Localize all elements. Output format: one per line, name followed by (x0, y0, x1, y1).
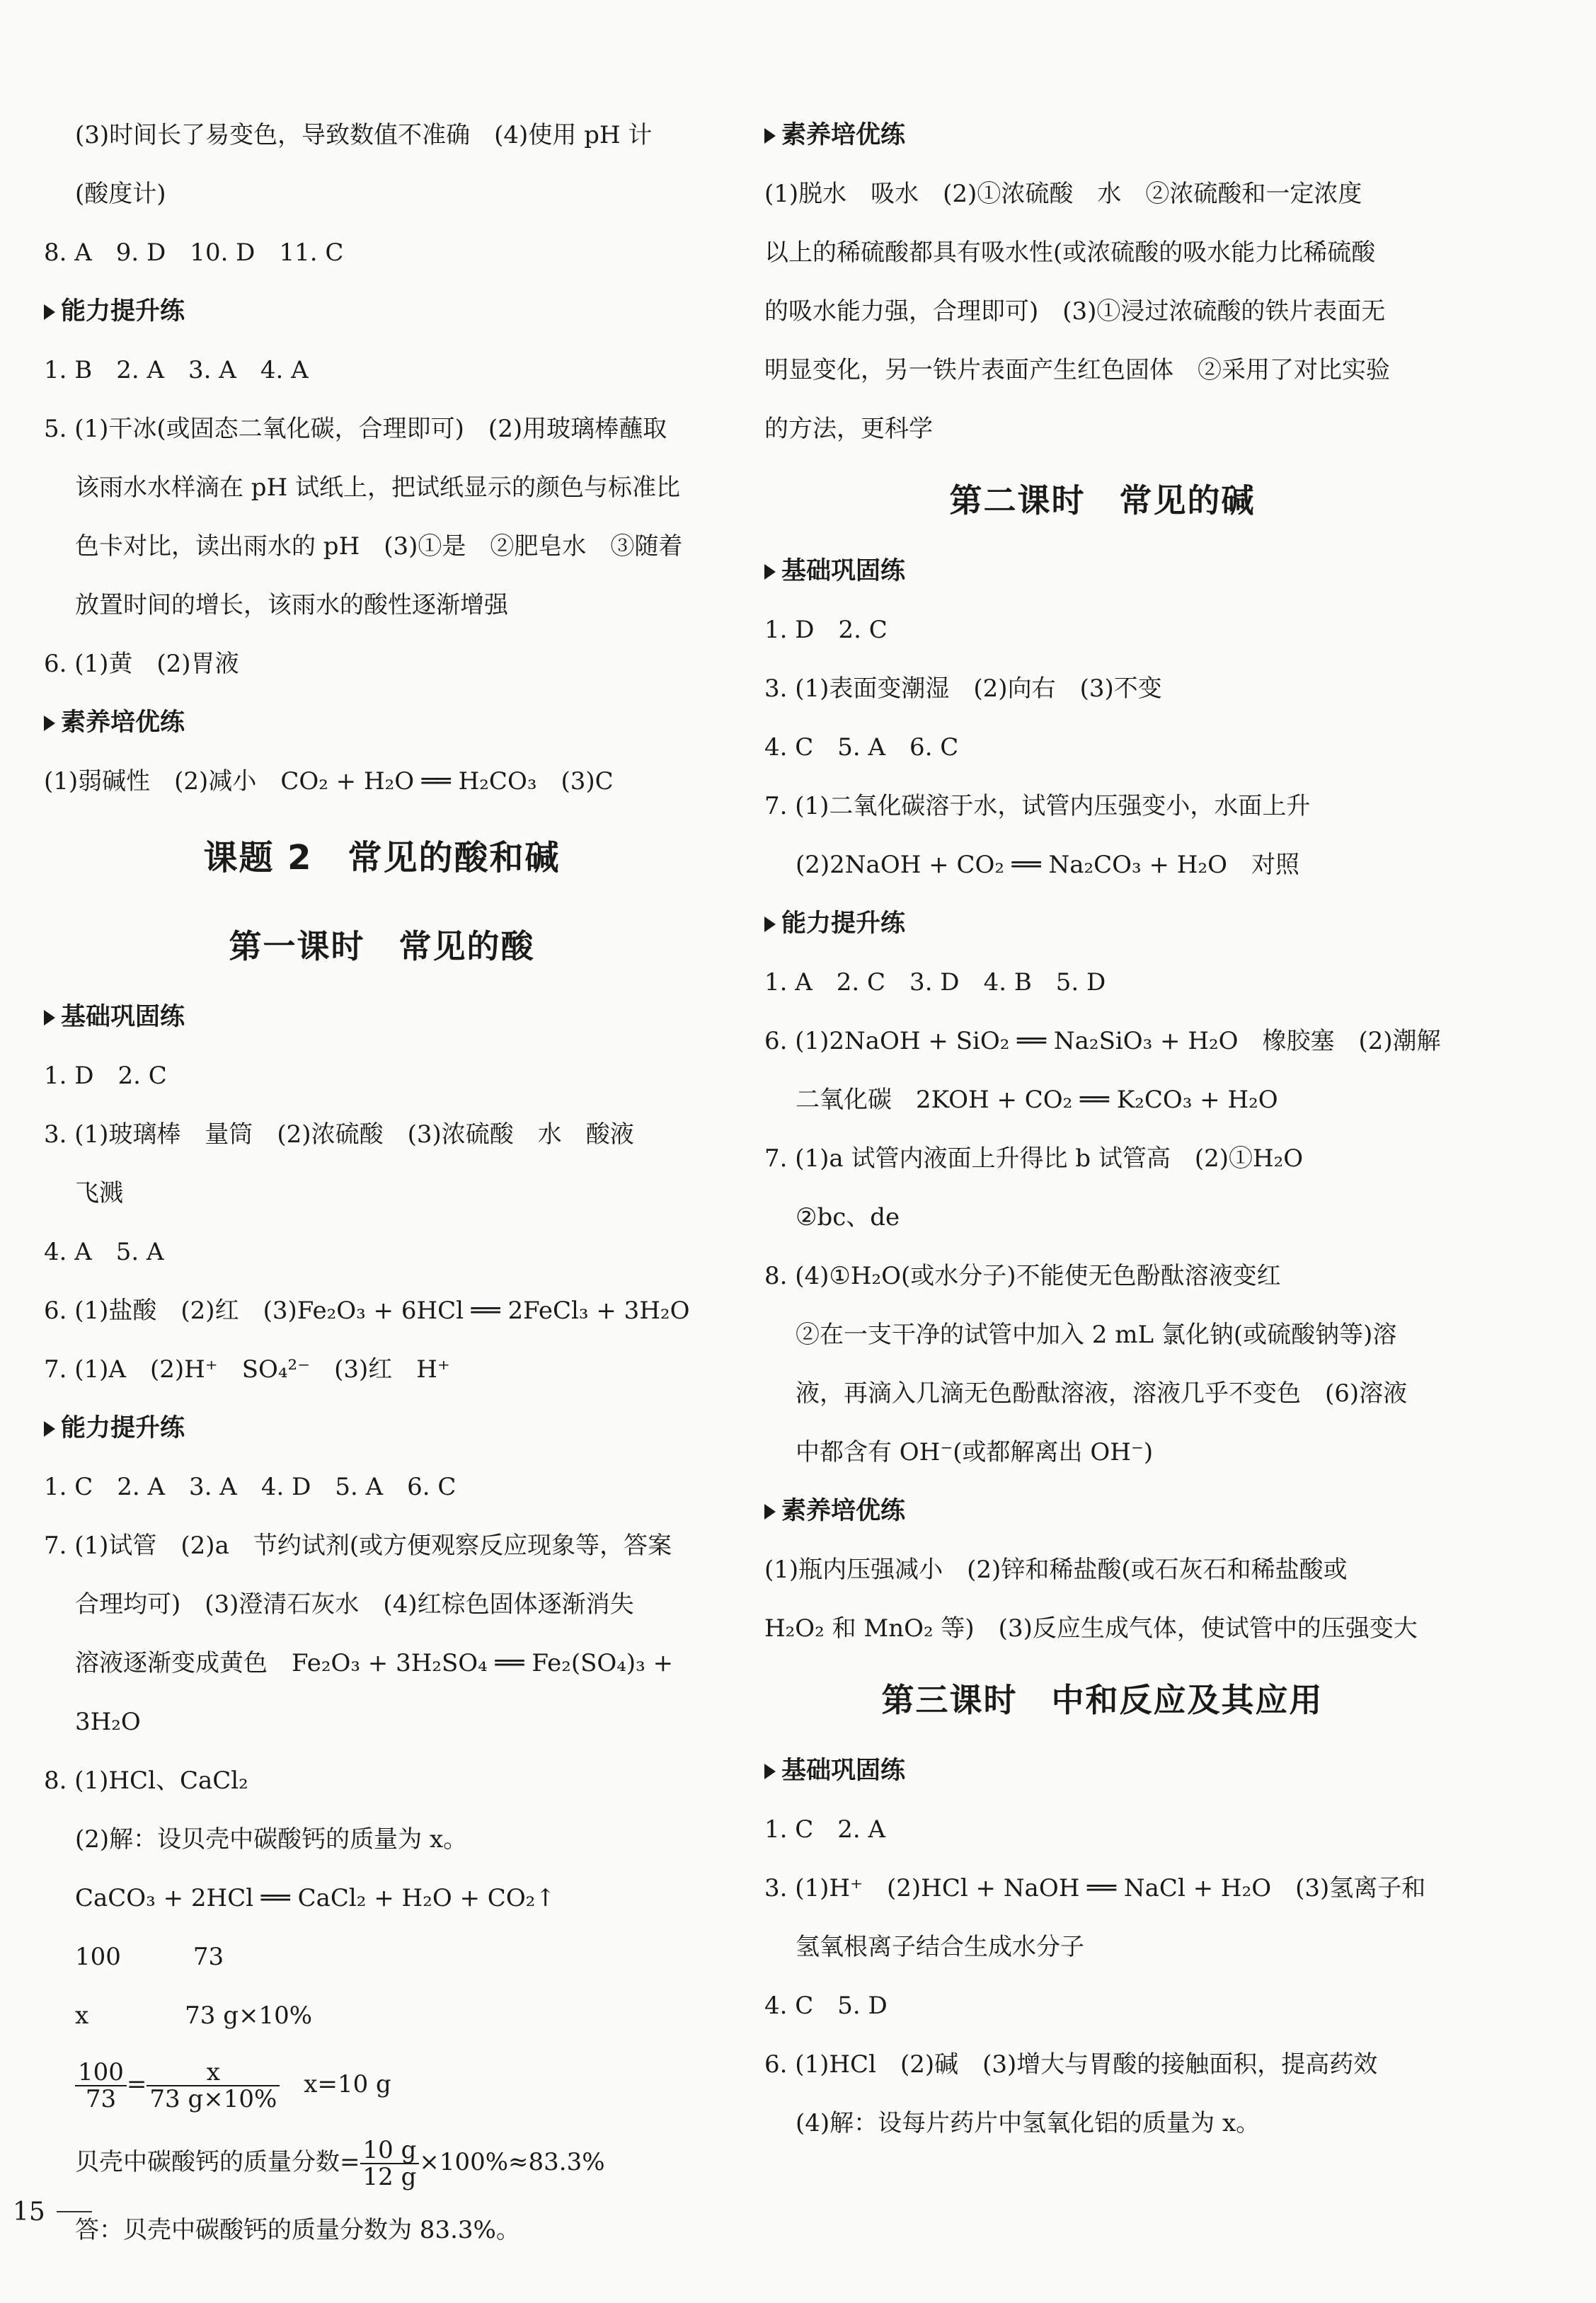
left-column (44, 106, 720, 2260)
answer-line: 以上的稀硫酸都具有吸水性(或浓硫酸的吸水能力比稀硫酸 (764, 239, 1376, 267)
triangle-bullet-icon (764, 128, 776, 144)
fraction-denominator: 73 (85, 2085, 117, 2113)
triangle-bullet-icon (764, 1764, 776, 1779)
section-heading-label: 能力提升练 (61, 1414, 185, 1442)
section-heading-label: 基础巩固练 (61, 1003, 185, 1031)
answer-line: (酸度计) (75, 180, 166, 208)
answer-line: 放置时间的增长，该雨水的酸性逐渐增强 (75, 591, 508, 619)
page-number: 15 (13, 2198, 45, 2227)
section-heading-label: 素养培优练 (61, 708, 185, 737)
fraction-equation (44, 2045, 720, 2123)
answer-line: 1. B 2. A 3. A 4. A (44, 356, 309, 384)
answer-line: 中都含有 OH⁻(或都解离出 OH⁻) (796, 1438, 1154, 1466)
lesson-title: 第二课时 常见的碱 (949, 481, 1256, 519)
answer-line: 该雨水水样滴在 pH 试纸上，把试纸显示的颜色与标准比 (75, 473, 681, 502)
answer-line: x 73 g×10% (75, 2002, 313, 2030)
answer-line: 7. (1)a 试管内液面上升得比 b 试管高 (2)①H₂O (764, 1144, 1304, 1173)
equation-result: ×100%≈83.3% (419, 2148, 605, 2176)
fraction-numerator: x (147, 2060, 280, 2086)
answer-line: 1. D 2. C (44, 1062, 167, 1090)
answer-line: 6. (1)盐酸 (2)红 (3)Fe₂O₃ + 6HCl ══ 2FeCl₃ + 3H₂O (44, 1297, 690, 1325)
fraction (75, 2060, 127, 2112)
answer-line: (2)解：设贝壳中碳酸钙的质量为 x。 (75, 1825, 468, 1854)
answer-line: (1)弱碱性 (2)减小 CO₂ + H₂O ══ H₂CO₃ (3)C (44, 767, 614, 796)
lesson-title: 第一课时 常见的酸 (229, 927, 535, 965)
answer-line: 液，再滴入几滴无色酚酞溶液，溶液几乎不变色 (6)溶液 (796, 1379, 1408, 1408)
answer-line: 合理均可) (3)澄清石灰水 (4)红棕色固体逐渐消失 (75, 1590, 634, 1619)
section-heading (764, 106, 1440, 165)
answer-line: 4. A 5. A (44, 1238, 164, 1266)
section-heading (764, 1742, 1440, 1801)
topic-title: 课题 2 常见的酸和碱 (203, 838, 561, 878)
fraction (147, 2060, 280, 2112)
equals-sign: = (126, 2070, 147, 2098)
answer-line: 3. (1)H⁺ (2)HCl + NaOH ══ NaCl + H₂O (3)氢离子和 (764, 1874, 1426, 1902)
answer-line: 7. (1)试管 (2)a 节约试剂(或方便观察反应现象等，答案 (44, 1532, 672, 1560)
fraction (360, 2137, 420, 2190)
answer-line: 1. D 2. C (764, 616, 888, 644)
answer-line: 二氧化碳 2KOH + CO₂ ══ K₂CO₃ + H₂O (796, 1086, 1278, 1114)
lesson-title: 第三课时 中和反应及其应用 (881, 1681, 1324, 1719)
answer-line: H₂O₂ 和 MnO₂ 等) (3)反应生成气体，使试管中的压强变大 (764, 1614, 1418, 1643)
answer-line: (4)解：设每片药片中氢氧化铝的质量为 x。 (796, 2109, 1261, 2137)
answer-line: 3. (1)玻璃棒 量筒 (2)浓硫酸 (3)浓硫酸 水 酸液 (44, 1120, 634, 1149)
fraction-numerator: 10 g (360, 2137, 420, 2164)
answer-line: 4. C 5. D (764, 1992, 888, 2020)
section-heading-label: 素养培优练 (781, 1497, 906, 1525)
section-heading-label: 能力提升练 (781, 909, 906, 938)
answer-line: 8. A 9. D 10. D 11. C (44, 239, 344, 267)
answer-line: 7. (1)二氧化碳溶于水，试管内压强变小，水面上升 (764, 792, 1311, 820)
section-heading (44, 1399, 720, 1458)
fraction-denominator: 73 g×10% (149, 2085, 277, 2113)
fraction-numerator: 100 (75, 2060, 127, 2086)
answer-line: (2)2NaOH + CO₂ ══ Na₂CO₃ + H₂O 对照 (796, 851, 1299, 879)
answer-line: 飞溅 (75, 1179, 123, 1207)
section-heading (44, 988, 720, 1047)
answer-line: (3)时间长了易变色，导致数值不准确 (4)使用 pH 计 (75, 121, 653, 149)
answer-line: 溶液逐渐变成黄色 Fe₂O₃ + 3H₂SO₄ ══ Fe₂(SO₄)₃ + (75, 1649, 674, 1677)
answer-line: 6. (1)HCl (2)碱 (3)增大与胃酸的接触面积，提高药效 (764, 2050, 1378, 2079)
equation-result: x=10 g (280, 2070, 391, 2098)
answer-line: (1)瓶内压强减小 (2)锌和稀盐酸(或石灰石和稀盐酸或 (764, 1556, 1348, 1584)
answer-line: 4. C 5. A 6. C (764, 733, 959, 762)
equation-prefix: 贝壳中碳酸钙的质量分数= (75, 2148, 360, 2176)
right-column (764, 106, 1440, 2153)
answer-line: 氢氧根离子结合生成水分子 (796, 1933, 1084, 1961)
triangle-bullet-icon (764, 564, 776, 580)
section-heading (44, 694, 720, 752)
answer-line: CaCO₃ + 2HCl ══ CaCl₂ + H₂O + CO₂↑ (75, 1884, 556, 1912)
section-heading-label: 素养培优练 (781, 121, 906, 149)
answer-line: ②bc、de (796, 1203, 900, 1231)
triangle-bullet-icon (44, 716, 55, 731)
section-heading-label: 基础巩固练 (781, 557, 906, 585)
triangle-bullet-icon (44, 1421, 55, 1437)
answer-line: ②在一支干净的试管中加入 2 mL 氯化钠(或硫酸钠等)溶 (796, 1321, 1397, 1349)
answer-line: 3. (1)表面变潮湿 (2)向右 (3)不变 (764, 674, 1162, 703)
section-heading (44, 282, 720, 341)
answer-line: 6. (1)2NaOH + SiO₂ ══ Na₂SiO₃ + H₂O 橡胶塞 (2)潮解 (764, 1027, 1441, 1055)
answer-line: 1. C 2. A (764, 1815, 886, 1844)
answer-line: 5. (1)干冰(或固态二氧化碳，合理即可) (2)用玻璃棒蘸取 (44, 415, 667, 443)
answer-line: 8. (1)HCl、CaCl₂ (44, 1767, 248, 1795)
answer-line: 8. (4)①H₂O(或水分子)不能使无色酚酞溶液变红 (764, 1262, 1281, 1290)
answer-line: 明显变化，另一铁片表面产生红色固体 ②采用了对比实验 (764, 356, 1390, 384)
answer-line: (1)脱水 吸水 (2)①浓硫酸 水 ②浓硫酸和一定浓度 (764, 180, 1362, 208)
section-heading-label: 能力提升练 (61, 297, 185, 326)
answer-line: 的方法，更科学 (764, 415, 933, 443)
triangle-bullet-icon (764, 917, 776, 932)
section-heading-label: 基础巩固练 (781, 1757, 906, 1785)
answer-line: 1. A 2. C 3. D 4. B 5. D (764, 968, 1106, 997)
answer-line: 色卡对比，读出雨水的 pH (3)①是 ②肥皂水 ③随着 (75, 532, 683, 561)
answer-line: 答：贝壳中碳酸钙的质量分数为 83.3%。 (75, 2216, 520, 2244)
section-heading (764, 542, 1440, 601)
section-heading (764, 1482, 1440, 1541)
triangle-bullet-icon (44, 1010, 55, 1026)
answer-line: 6. (1)黄 (2)胃液 (44, 650, 239, 678)
triangle-bullet-icon (764, 1504, 776, 1520)
triangle-bullet-icon (44, 304, 55, 320)
mass-fraction-equation (44, 2123, 720, 2201)
answer-line: 的吸水能力强，合理即可) (3)①浸过浓硫酸的铁片表面无 (764, 297, 1386, 326)
answer-line: 7. (1)A (2)H⁺ SO₄²⁻ (3)红 H⁺ (44, 1355, 450, 1384)
answer-line: 100 73 (75, 1943, 224, 1971)
answer-line: 1. C 2. A 3. A 4. D 5. A 6. C (44, 1473, 457, 1501)
fraction-denominator: 12 g (362, 2163, 417, 2191)
section-heading (764, 895, 1440, 953)
answer-line: 3H₂O (75, 1708, 141, 1736)
page-number-rule (57, 2211, 92, 2212)
